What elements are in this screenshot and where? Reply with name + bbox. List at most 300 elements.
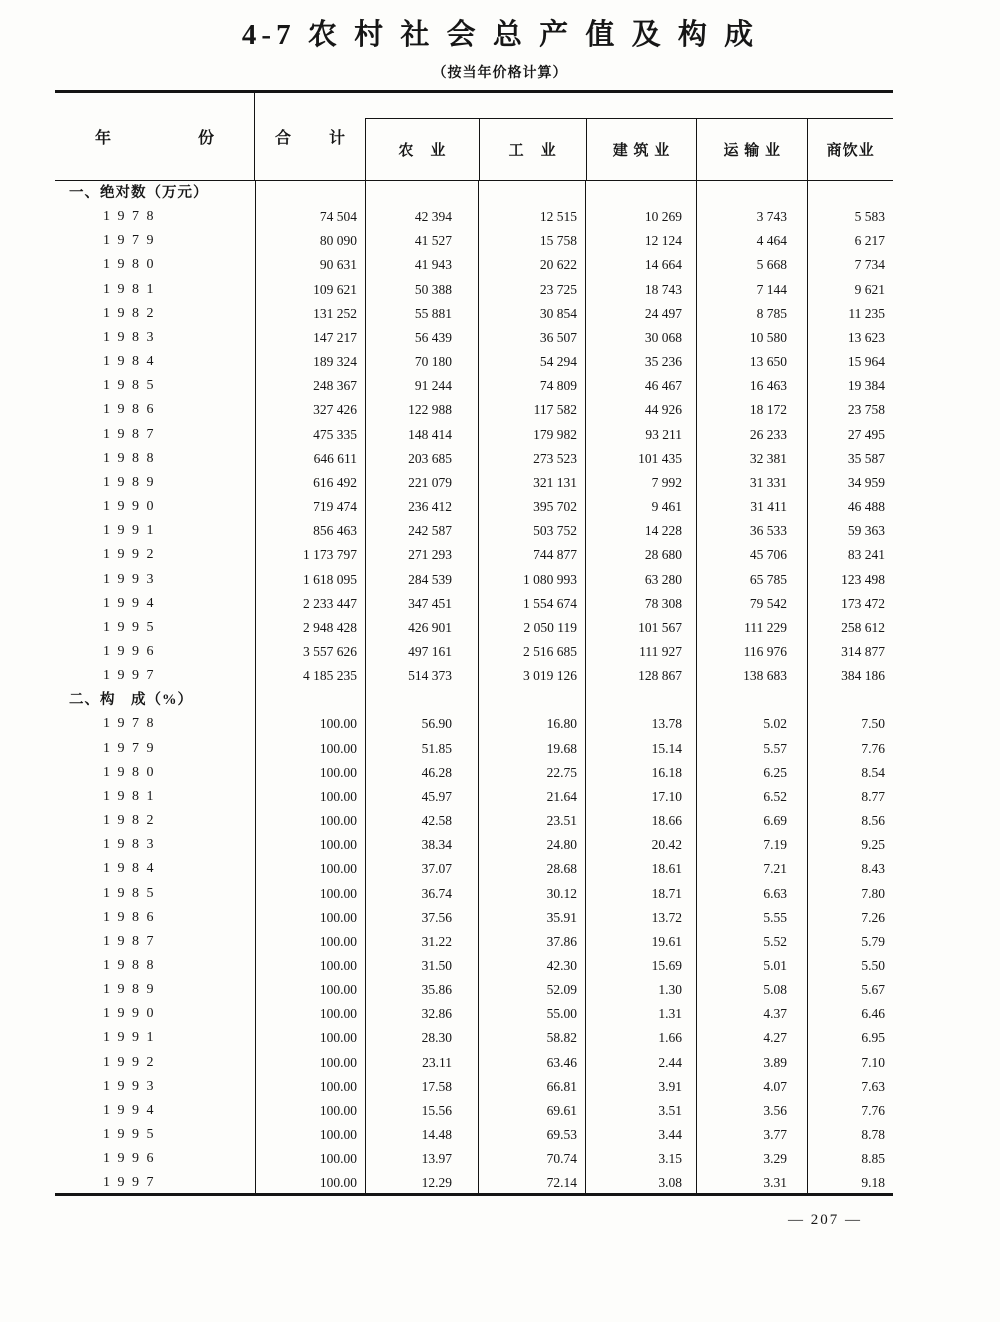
year-header-char-right: 份	[197, 130, 214, 147]
empty-cell	[365, 688, 478, 712]
value-cell: 74 504	[255, 205, 365, 229]
value-cell: 41 527	[365, 229, 478, 253]
table-row	[55, 374, 893, 398]
value-cell: 314 877	[807, 640, 893, 664]
year-cell: 1 9 8 5	[103, 885, 156, 901]
value-cell: 236 412	[365, 495, 478, 519]
year-cell: 1 9 8 2	[103, 305, 156, 321]
year-cell: 1 9 8 8	[103, 450, 156, 466]
value-cell: 19.61	[585, 930, 696, 954]
table-row	[55, 737, 893, 761]
value-cell: 15 758	[478, 229, 585, 253]
value-cell: 38.34	[365, 833, 478, 857]
empty-cell	[255, 181, 365, 205]
value-cell: 12 515	[478, 205, 585, 229]
year-cell: 1 9 9 1	[103, 523, 156, 539]
table-row	[55, 954, 893, 978]
table-row	[55, 568, 893, 592]
value-cell: 3 743	[696, 205, 807, 229]
value-cell: 9 621	[807, 278, 893, 302]
value-cell: 5.67	[807, 978, 893, 1002]
value-cell: 8.56	[807, 809, 893, 833]
year-cell: 1 9 7 8	[103, 716, 156, 732]
value-cell: 93 211	[585, 423, 696, 447]
year-cell: 1 9 8 8	[103, 958, 156, 973]
table-row	[55, 471, 893, 495]
value-cell: 100.00	[255, 1099, 365, 1123]
section-header-label: 一、绝对数（万元）	[69, 185, 209, 201]
value-cell: 7 734	[807, 253, 893, 277]
value-cell: 8.78	[807, 1123, 893, 1147]
value-cell: 100.00	[255, 857, 365, 881]
year-cell: 1 9 8 3	[103, 837, 156, 853]
value-cell: 35 587	[807, 447, 893, 471]
value-cell: 7.76	[807, 737, 893, 761]
value-cell: 36 507	[478, 326, 585, 350]
value-cell: 384 186	[807, 664, 893, 688]
year-cell: 1 9 9 0	[103, 1006, 156, 1022]
value-cell: 3.77	[696, 1123, 807, 1147]
value-cell: 719 474	[255, 495, 365, 519]
value-cell: 45 706	[696, 543, 807, 567]
value-cell: 7 992	[585, 471, 696, 495]
page-title: 4-7 农 村 社 会 总 产 值 及 构 成	[241, 19, 759, 51]
year-cell: 1 9 9 0	[103, 499, 156, 515]
year-cell: 1 9 9 1	[103, 1030, 156, 1046]
value-cell: 30 068	[585, 326, 696, 350]
year-cell: 1 9 9 2	[103, 547, 156, 563]
value-cell: 101 567	[585, 616, 696, 640]
value-cell: 37.56	[365, 906, 478, 930]
year-cell: 1 9 7 9	[103, 233, 156, 249]
value-cell: 23.11	[365, 1051, 478, 1075]
value-cell: 7 144	[696, 278, 807, 302]
column-header-industry: 工 业	[479, 119, 586, 180]
value-cell: 109 621	[255, 278, 365, 302]
empty-cell	[478, 181, 585, 205]
value-cell: 3 557 626	[255, 640, 365, 664]
value-cell: 31.50	[365, 954, 478, 978]
value-cell: 5.50	[807, 954, 893, 978]
table-row	[55, 785, 893, 809]
year-cell: 1 9 9 3	[103, 571, 156, 587]
value-cell: 7.63	[807, 1075, 893, 1099]
value-cell: 3.89	[696, 1051, 807, 1075]
value-cell: 3.31	[696, 1171, 807, 1195]
value-cell: 17.58	[365, 1075, 478, 1099]
column-header-year	[55, 93, 255, 180]
value-cell: 35.91	[478, 906, 585, 930]
value-cell: 20.42	[585, 833, 696, 857]
table-row	[55, 616, 893, 640]
value-cell: 503 752	[478, 519, 585, 543]
value-cell: 46.28	[365, 761, 478, 785]
value-cell: 138 683	[696, 664, 807, 688]
value-cell: 16 463	[696, 374, 807, 398]
table-row	[55, 1123, 893, 1147]
value-cell: 31.22	[365, 930, 478, 954]
value-cell: 18.66	[585, 809, 696, 833]
value-cell: 100.00	[255, 833, 365, 857]
value-cell: 5 583	[807, 205, 893, 229]
table-row	[55, 640, 893, 664]
value-cell: 15.14	[585, 737, 696, 761]
value-cell: 23 725	[478, 278, 585, 302]
value-cell: 32 381	[696, 447, 807, 471]
value-cell: 100.00	[255, 761, 365, 785]
value-cell: 18.61	[585, 857, 696, 881]
value-cell: 1 554 674	[478, 592, 585, 616]
value-cell: 18 743	[585, 278, 696, 302]
value-cell: 42.58	[365, 809, 478, 833]
column-header-agriculture: 农 业	[398, 143, 447, 159]
value-cell: 18.71	[585, 882, 696, 906]
value-cell: 426 901	[365, 616, 478, 640]
empty-cell	[478, 688, 585, 712]
value-cell: 28.30	[365, 1026, 478, 1050]
value-cell: 122 988	[365, 398, 478, 422]
section-header-row	[55, 181, 893, 205]
column-header-transport: 运 输 业	[696, 119, 807, 180]
value-cell: 72.14	[478, 1171, 585, 1195]
value-cell: 258 612	[807, 616, 893, 640]
year-cell: 1 9 9 7	[103, 1175, 156, 1191]
value-cell: 271 293	[365, 543, 478, 567]
value-cell: 5.52	[696, 930, 807, 954]
value-cell: 16.18	[585, 761, 696, 785]
value-cell: 31 331	[696, 471, 807, 495]
value-cell: 5.08	[696, 978, 807, 1002]
value-cell: 6.63	[696, 882, 807, 906]
empty-cell	[807, 181, 893, 205]
value-cell: 42 394	[365, 205, 478, 229]
value-cell: 56.90	[365, 712, 478, 736]
value-cell: 347 451	[365, 592, 478, 616]
value-cell: 12.29	[365, 1171, 478, 1195]
value-cell: 475 335	[255, 423, 365, 447]
value-cell: 3.08	[585, 1171, 696, 1195]
table-row	[55, 302, 893, 326]
empty-cell	[365, 181, 478, 205]
value-cell: 646 611	[255, 447, 365, 471]
value-cell: 14 664	[585, 253, 696, 277]
year-cell: 1 9 8 2	[103, 813, 156, 829]
year-cell: 1 9 9 4	[103, 1102, 156, 1118]
value-cell: 100.00	[255, 882, 365, 906]
value-cell: 74 809	[478, 374, 585, 398]
value-cell: 22.75	[478, 761, 585, 785]
value-cell: 8.43	[807, 857, 893, 881]
value-cell: 5.02	[696, 712, 807, 736]
value-cell: 1 618 095	[255, 568, 365, 592]
value-cell: 100.00	[255, 785, 365, 809]
year-cell: 1 9 8 7	[103, 426, 156, 442]
value-cell: 23.51	[478, 809, 585, 833]
value-cell: 35 236	[585, 350, 696, 374]
value-cell: 69.61	[478, 1099, 585, 1123]
value-cell: 273 523	[478, 447, 585, 471]
year-cell: 1 9 9 6	[103, 1151, 156, 1167]
value-cell: 128 867	[585, 664, 696, 688]
value-cell: 101 435	[585, 447, 696, 471]
value-cell: 45.97	[365, 785, 478, 809]
year-cell: 1 9 9 2	[103, 1054, 156, 1070]
value-cell: 12 124	[585, 229, 696, 253]
value-cell: 7.21	[696, 857, 807, 881]
value-cell: 5.57	[696, 737, 807, 761]
value-cell: 5.79	[807, 930, 893, 954]
table-row	[55, 930, 893, 954]
table-row	[55, 447, 893, 471]
value-cell: 55 881	[365, 302, 478, 326]
table-row	[55, 253, 893, 277]
value-cell: 14.48	[365, 1123, 478, 1147]
section-header-row	[55, 688, 893, 712]
value-cell: 78 308	[585, 592, 696, 616]
value-cell: 100.00	[255, 712, 365, 736]
table-row	[55, 712, 893, 736]
value-cell: 63.46	[478, 1051, 585, 1075]
value-cell: 15.56	[365, 1099, 478, 1123]
value-cell: 41 943	[365, 253, 478, 277]
table-row	[55, 809, 893, 833]
year-cell: 1 9 8 6	[103, 402, 156, 418]
table-row	[55, 1171, 893, 1195]
value-cell: 100.00	[255, 1075, 365, 1099]
value-cell: 1.66	[585, 1026, 696, 1050]
value-cell: 28 680	[585, 543, 696, 567]
value-cell: 4 464	[696, 229, 807, 253]
value-cell: 6.25	[696, 761, 807, 785]
value-cell: 24 497	[585, 302, 696, 326]
value-cell: 90 631	[255, 253, 365, 277]
value-cell: 327 426	[255, 398, 365, 422]
value-cell: 100.00	[255, 906, 365, 930]
value-cell: 9.18	[807, 1171, 893, 1195]
table-row	[55, 326, 893, 350]
value-cell: 148 414	[365, 423, 478, 447]
year-cell: 1 9 9 5	[103, 619, 156, 635]
value-cell: 83 241	[807, 543, 893, 567]
value-cell: 221 079	[365, 471, 478, 495]
value-cell: 5 668	[696, 253, 807, 277]
value-cell: 69.53	[478, 1123, 585, 1147]
value-cell: 46 488	[807, 495, 893, 519]
value-cell: 100.00	[255, 954, 365, 978]
value-cell: 6 217	[807, 229, 893, 253]
table-row	[55, 1051, 893, 1075]
value-cell: 65 785	[696, 568, 807, 592]
table-row	[55, 664, 893, 688]
year-cell: 1 9 9 7	[103, 668, 156, 684]
value-cell: 203 685	[365, 447, 478, 471]
value-cell: 7.26	[807, 906, 893, 930]
value-cell: 8.77	[807, 785, 893, 809]
value-cell: 26 233	[696, 423, 807, 447]
value-cell: 2 233 447	[255, 592, 365, 616]
year-cell: 1 9 9 6	[103, 643, 156, 659]
value-cell: 5.01	[696, 954, 807, 978]
value-cell: 1 080 993	[478, 568, 585, 592]
value-cell: 5.55	[696, 906, 807, 930]
value-cell: 15.69	[585, 954, 696, 978]
value-cell: 514 373	[365, 664, 478, 688]
value-cell: 6.95	[807, 1026, 893, 1050]
year-cell: 1 9 8 9	[103, 982, 156, 998]
value-cell: 7.80	[807, 882, 893, 906]
value-cell: 32.86	[365, 1002, 478, 1026]
year-cell: 1 9 8 0	[103, 257, 156, 273]
value-cell: 24.80	[478, 833, 585, 857]
value-cell: 59 363	[807, 519, 893, 543]
total-header-char-left: 合	[275, 130, 292, 147]
value-cell: 2 948 428	[255, 616, 365, 640]
column-header-total	[255, 93, 365, 180]
year-cell: 1 9 8 4	[103, 861, 156, 877]
year-cell: 1 9 8 9	[103, 474, 156, 490]
page-subtitle: （按当年价格计算）	[432, 66, 568, 81]
value-cell: 123 498	[807, 568, 893, 592]
value-cell: 3.44	[585, 1123, 696, 1147]
table-row	[55, 882, 893, 906]
value-cell: 28.68	[478, 857, 585, 881]
statistics-table	[55, 90, 893, 1196]
value-cell: 9.25	[807, 833, 893, 857]
year-cell: 1 9 8 4	[103, 354, 156, 370]
value-cell: 91 244	[365, 374, 478, 398]
value-cell: 616 492	[255, 471, 365, 495]
value-cell: 856 463	[255, 519, 365, 543]
value-cell: 63 280	[585, 568, 696, 592]
value-cell: 100.00	[255, 930, 365, 954]
year-cell: 1 9 7 8	[103, 209, 156, 225]
table-row	[55, 1099, 893, 1123]
value-cell: 35.86	[365, 978, 478, 1002]
empty-cell	[696, 181, 807, 205]
value-cell: 13 623	[807, 326, 893, 350]
year-cell: 1 9 8 3	[103, 329, 156, 345]
value-cell: 7.76	[807, 1099, 893, 1123]
value-cell: 395 702	[478, 495, 585, 519]
table-row	[55, 350, 893, 374]
value-cell: 66.81	[478, 1075, 585, 1099]
value-cell: 116 976	[696, 640, 807, 664]
value-cell: 37.07	[365, 857, 478, 881]
value-cell: 4.37	[696, 1002, 807, 1026]
value-cell: 100.00	[255, 737, 365, 761]
value-cell: 13.72	[585, 906, 696, 930]
value-cell: 30 854	[478, 302, 585, 326]
value-cell: 42.30	[478, 954, 585, 978]
value-cell: 100.00	[255, 809, 365, 833]
value-cell: 9 461	[585, 495, 696, 519]
value-cell: 55.00	[478, 1002, 585, 1026]
value-cell: 27 495	[807, 423, 893, 447]
value-cell: 173 472	[807, 592, 893, 616]
year-cell: 1 9 8 5	[103, 378, 156, 394]
section-header-label: 二、构 成（%）	[69, 692, 193, 709]
empty-cell	[255, 688, 365, 712]
value-cell: 744 877	[478, 543, 585, 567]
value-cell: 14 228	[585, 519, 696, 543]
year-cell: 1 9 9 5	[103, 1127, 156, 1143]
value-cell: 3.91	[585, 1075, 696, 1099]
value-cell: 111 927	[585, 640, 696, 664]
value-cell: 100.00	[255, 1171, 365, 1195]
value-cell: 100.00	[255, 1051, 365, 1075]
table-header	[55, 93, 893, 181]
value-cell: 117 582	[478, 398, 585, 422]
table-row	[55, 423, 893, 447]
column-header-construction: 建 筑 业	[586, 119, 697, 180]
table-row	[55, 1002, 893, 1026]
year-cell: 1 9 8 7	[103, 933, 156, 949]
value-cell: 50 388	[365, 278, 478, 302]
empty-cell	[585, 181, 696, 205]
value-cell: 100.00	[255, 978, 365, 1002]
value-cell: 100.00	[255, 1002, 365, 1026]
value-cell: 2 050 119	[478, 616, 585, 640]
value-cell: 34 959	[807, 471, 893, 495]
year-cell: 1 9 8 6	[103, 909, 156, 925]
value-cell: 111 229	[696, 616, 807, 640]
value-cell: 3.56	[696, 1099, 807, 1123]
value-cell: 51.85	[365, 737, 478, 761]
value-cell: 15 964	[807, 350, 893, 374]
year-cell: 1 9 8 1	[103, 788, 156, 804]
value-cell: 21.64	[478, 785, 585, 809]
value-cell: 10 269	[585, 205, 696, 229]
year-cell: 1 9 8 0	[103, 764, 156, 780]
value-cell: 8.85	[807, 1147, 893, 1171]
value-cell: 70.74	[478, 1147, 585, 1171]
column-header-commerce-catering: 商饮业	[807, 119, 893, 180]
value-cell: 7.19	[696, 833, 807, 857]
table-row	[55, 398, 893, 422]
value-cell: 36.74	[365, 882, 478, 906]
value-cell: 13.78	[585, 712, 696, 736]
value-cell: 100.00	[255, 1147, 365, 1171]
table-row	[55, 495, 893, 519]
value-cell: 36 533	[696, 519, 807, 543]
page-number: — 207 —	[788, 1212, 862, 1228]
value-cell: 44 926	[585, 398, 696, 422]
value-cell: 18 172	[696, 398, 807, 422]
year-cell: 1 9 9 3	[103, 1078, 156, 1094]
value-cell: 52.09	[478, 978, 585, 1002]
value-cell: 2.44	[585, 1051, 696, 1075]
value-cell: 179 982	[478, 423, 585, 447]
table-body	[55, 181, 893, 1196]
value-cell: 10 580	[696, 326, 807, 350]
table-row	[55, 229, 893, 253]
value-cell: 19 384	[807, 374, 893, 398]
value-cell: 37.86	[478, 930, 585, 954]
table-row	[55, 857, 893, 881]
table-row	[55, 592, 893, 616]
value-cell: 189 324	[255, 350, 365, 374]
value-cell: 6.46	[807, 1002, 893, 1026]
value-cell: 6.69	[696, 809, 807, 833]
value-cell: 8 785	[696, 302, 807, 326]
value-cell: 4.27	[696, 1026, 807, 1050]
industry-header-group	[365, 118, 893, 180]
value-cell: 1 173 797	[255, 543, 365, 567]
value-cell: 3 019 126	[478, 664, 585, 688]
value-cell: 1.31	[585, 1002, 696, 1026]
value-cell: 2 516 685	[478, 640, 585, 664]
empty-cell	[585, 688, 696, 712]
